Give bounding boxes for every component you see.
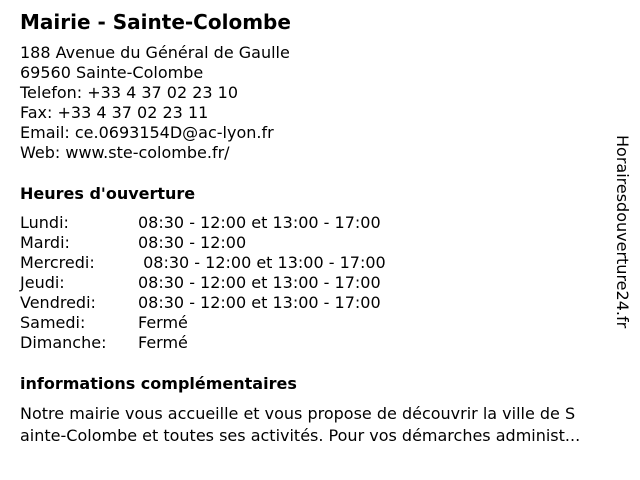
opening-hours-heading: Heures d'ouverture bbox=[20, 184, 196, 203]
time-value: 08:30 - 12:00 et 13:00 - 17:00 bbox=[138, 253, 386, 272]
description-line: Notre mairie vous accueille et vous propose de découvrir la ville de S bbox=[20, 404, 576, 423]
phone-number: Telefon: +33 4 37 02 23 10 bbox=[20, 83, 239, 102]
additional-info-heading: informations complémentaires bbox=[20, 374, 297, 393]
description-text bbox=[20, 403, 632, 447]
day-label: Dimanche: bbox=[20, 333, 107, 352]
postal-city: 69560 Sainte-Colombe bbox=[20, 63, 204, 82]
time-value: Fermé bbox=[138, 333, 188, 352]
day-label: Samedi: bbox=[20, 313, 86, 332]
page-title: Mairie - Sainte-Colombe bbox=[20, 10, 291, 34]
time-value: 08:30 - 12:00 et 13:00 - 17:00 bbox=[138, 273, 381, 292]
street-address: 188 Avenue du Général de Gaulle bbox=[20, 43, 290, 62]
time-value: Fermé bbox=[138, 313, 188, 332]
day-label: Lundi: bbox=[20, 213, 69, 232]
time-value: 08:30 - 12:00 et 13:00 - 17:00 bbox=[138, 213, 381, 232]
fax-number: Fax: +33 4 37 02 23 11 bbox=[20, 103, 209, 122]
description-line: ainte-Colombe et toutes ses activités. Pour vos démarches administ... bbox=[20, 426, 581, 445]
day-label: Mardi: bbox=[20, 233, 70, 252]
day-label: Mercredi: bbox=[20, 253, 95, 272]
time-value: 08:30 - 12:00 bbox=[138, 233, 247, 252]
email-address: Email: ce.0693154D@ac-lyon.fr bbox=[20, 123, 274, 142]
day-label: Vendredi: bbox=[20, 293, 96, 312]
day-label: Jeudi: bbox=[20, 273, 65, 292]
site-watermark: Horairesdouverture24.fr bbox=[613, 135, 632, 329]
time-value: 08:30 - 12:00 et 13:00 - 17:00 bbox=[138, 293, 381, 312]
website-address: Web: www.ste-colombe.fr/ bbox=[20, 143, 230, 162]
address-block bbox=[20, 43, 290, 163]
